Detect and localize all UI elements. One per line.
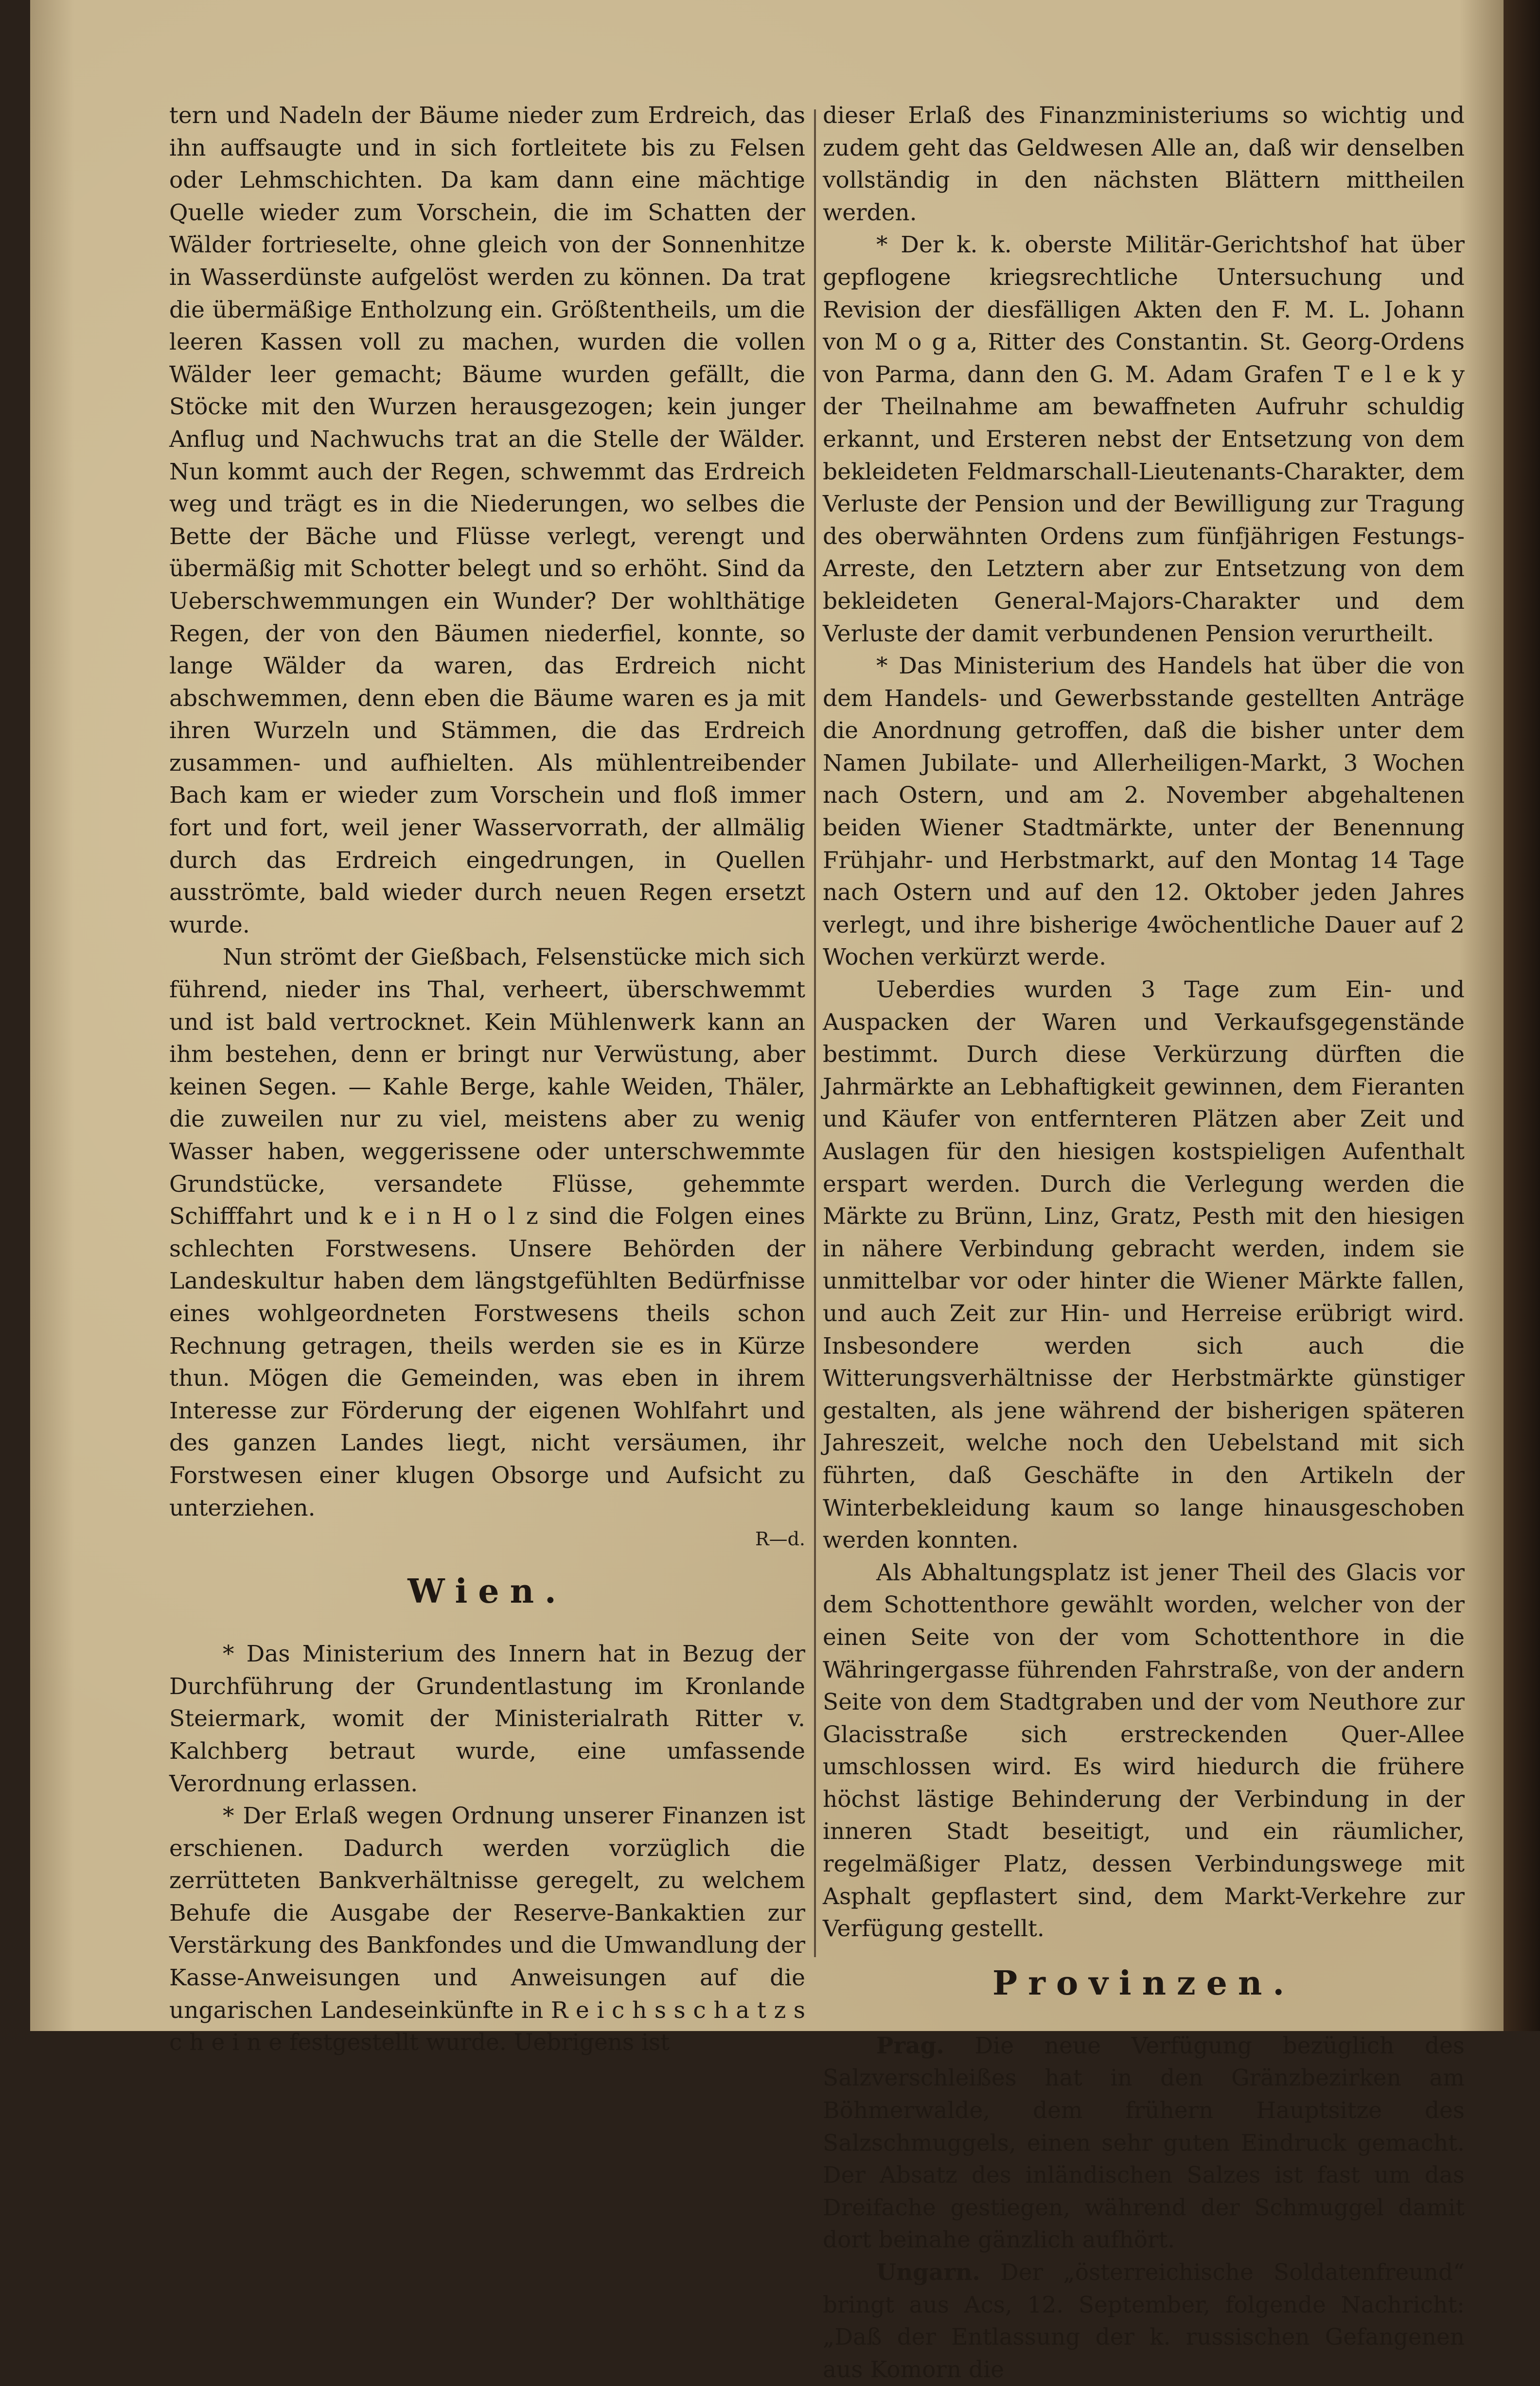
news-item-ungarn (823, 2257, 1465, 2386)
news-item-prag (823, 2030, 1465, 2257)
news-item: * Der k. k. oberste Militär-Gerichtshof hat über gepflogene kriegsrechtliche Untersuchung und Revision der diesfälligen Akten den F. M. L. Johann von M o g a, Ritter des Constantin. St. Georg-Ordens von Parma, dann den G. M. Adam Grafen T e l e k y der Theilnahme am bewaffneten Aufruhr schuldig erkannt, und Ersteren nebst der Entsetzung von dem bekleideten Feldmarschall-Lieutenants-Charakter, dem Verluste der Pension und der Bewilligung zur Tragung des oberwähnten Ordens zum fünfjährigen Festungs-Arreste, den Letztern aber zur Entsetzung von dem bekleideten General-Majors-Charakter und dem Verluste der damit verbundenen Pension verurtheilt. (823, 231, 1465, 647)
section-heading-wien: Wien. (407, 1572, 567, 1611)
news-item: Als Abhaltungsplatz ist jener Theil des Glacis vor dem Schottenthore gewählt worden, welcher von der einen Seite von der vom Schottenthore in die Währingergasse führenden Fahrstraße, von der andern Seite von dem Stadtgraben und der vom Neuthore zur Glacisstraße sich erstreckenden Quer-Allee umschlossen wird. Es wird hiedurch die frühere höchst lästige Behinderung der Verbindung in der inneren Stadt beseitigt, und ein räumlicher, regelmäßiger Platz, dessen Verbindungswege mit Asphalt gepflastert sind, dem Markt-Verkehre zur Verfügung gestellt. (823, 1559, 1465, 1943)
dateline-ungarn: Ungarn. (876, 2259, 980, 2286)
dateline-prag: Prag. (876, 2032, 944, 2059)
section-heading-provinzen: Provinzen. (992, 1963, 1295, 2003)
news-text: Der „österreichische Soldatenfreund“ bringt aus Acs, 12. September, folgende Nachricht: „Daß der Entlassung der k. russischen Gefangenen aus Komorn die (823, 2259, 1465, 2383)
left-column (169, 100, 805, 2059)
news-item: * Das Ministerium des Innern hat in Bezug der Durchführung der Grundentlastung im Kronlande Steiermark, womit der Ministerialrath Ritter v. Kalchberg betraut wurde, eine umfassende Verordnung erlassen. (169, 1641, 805, 1797)
news-item: * Der Erlaß wegen Ordnung unserer Finanzen ist erschienen. Dadurch werden vorzüglich die zerrütteten Bankverhältnisse geregelt, zu welchem Behufe die Ausgabe der Reserve-Bankaktien zur Verstärkung des Bankfondes und die Umwandlung der Kasse-Anweisungen und Anweisungen auf die ungarischen Landeseinkünfte in R e i c h s s c h a t z s c h e i n e festgestellt wurde. Uebrigens ist (169, 1803, 805, 2056)
right-column (823, 100, 1465, 2386)
news-item-continuation: dieser Erlaß des Finanzministeriums so wichtig und zudem geht das Geldwesen Alle an, daß wir denselben vollständig in den nächsten Blättern mittheilen werden. (823, 102, 1465, 226)
news-item: * Das Ministerium des Handels hat über die von dem Handels- und Gewerbsstande gestellten Anträge die Anordnung getroffen, daß die bisher unter dem Namen Jubilate- und Allerheiligen-Markt, 3 Wochen nach Ostern, und am 2. November abgehaltenen beiden Wiener Stadtmärkte, unter der Benennung Frühjahr- und Herbstmarkt, auf den Montag 14 Tage nach Ostern und auf den 12. Oktober jeden Jahres verlegt, und ihre bisherige 4wöchentliche Dauer auf 2 Wochen verkürzt werde. (823, 653, 1465, 971)
forestry-article-paragraph: tern und Nadeln der Bäume nieder zum Erdreich, das ihn auffsaugte und in sich fortleitete bis zu Felsen oder Lehmschichten. Da kam dann eine mächtige Quelle wieder zum Vorschein, die im Schatten der Wälder fortrieselte, ohne gleich von der Sonnenhitze in Wasserdünste aufgelöst werden zu können. Da trat die übermäßige Entholzung ein. Größtentheils, um die leeren Kassen voll zu machen, wurden die vollen Wälder leer gemacht; Bäume wurden gefällt, die Stöcke mit den Wurzen herausgezogen; kein junger Anflug und Nachwuchs trat an die Stelle der Wälder. Nun kommt auch der Regen, schwemmt das Erdreich weg und trägt es in die Niederungen, wo selbes die Bette der Bäche und Flüsse verlegt, verengt und übermäßig mit Schotter belegt und so erhöht. Sind da Ueberschwemmungen ein Wunder? Der wohlthätige Regen, der von den Bäumen niederfiel, konnte, so lange Wälder da waren, das Erdreich nicht abschwemmen, denn eben die Bäume waren es ja mit ihren Wurzeln und Stämmen, die das Erdreich zusammen- und aufhielten. Als mühlentreibender Bach kam er wieder zum Vorschein und floß immer fort und fort, weil jener Wasservorrath, der allmälig durch das Erdreich eingedrungen, in Quellen ausströmte, bald wieder durch neuen Regen ersetzt wurde. (169, 102, 805, 938)
column-divider (814, 109, 816, 1957)
book-binding-edge (1504, 0, 1540, 2031)
article-signature: R—d. (755, 1528, 805, 1550)
news-text: Die neue Verfügung bezüglich des Salzverschleißes hat in den Gränzbezirken am Böhmerwalde, dem frühern Hauptsitze des Salzschmuggels, einen sehr guten Eindruck gemacht. Der Absatz des inländischen Salzes ist fast um das Dreifache gestiegen, während der Schmuggel damit dort beinahe gänzlich aufhört. (823, 2032, 1465, 2254)
forestry-article-paragraph: Nun strömt der Gießbach, Felsenstücke mich sich führend, nieder ins Thal, verheert, überschwemmt und ist bald vertrocknet. Kein Mühlenwerk kann an ihm bestehen, denn er bringt nur Verwüstung, aber keinen Segen. — Kahle Berge, kahle Weiden, Thäler, die zuweilen nur zu viel, meistens aber zu wenig Wasser haben, weggerissene oder unterschwemmte Grundstücke, versandete Flüsse, gehemmte Schifffahrt und k e i n H o l z sind die Folgen eines schlechten Forstwesens. Unsere Behörden der Landeskultur haben dem längstgefühlten Bedürfnisse eines wohlgeordneten Forstwesens theils schon Rechnung getragen, theils werden sie es in Kürze thun. Mögen die Gemeinden, was eben in ihrem Interesse zur Förderung der eigenen Wohlfahrt und des ganzen Landes liegt, nicht versäumen, ihr Forstwesen einer klugen Obsorge und Aufsicht zu unterziehen. (169, 944, 805, 1521)
news-item: Ueberdies wurden 3 Tage zum Ein- und Auspacken der Waren und Verkaufsgegenstände bestimmt. Durch diese Verkürzung dürften die Jahrmärkte an Lebhaftigkeit gewinnen, dem Fieranten und Käufer von entfernteren Plätzen aber Zeit und Auslagen für den hiesigen kostspieligen Aufenthalt erspart werden. Durch die Verlegung werden die Märkte zu Brünn, Linz, Gratz, Pesth mit den hiesigen in nähere Verbindung gebracht werden, indem sie unmittelbar vor oder hinter die Wiener Märkte fallen, und auch Zeit zur Hin- und Herreise erübrigt wird. Insbesondere werden sich auch die Witterungsverhältnisse der Herbstmärkte günstiger gestalten, als jene während der bisherigen späteren Jahreszeit, welche noch den Uebelstand mit sich führten, daß Geschäfte in den Artikeln der Winterbekleidung kaum so lange hinausgeschoben werden konnten. (823, 976, 1465, 1554)
